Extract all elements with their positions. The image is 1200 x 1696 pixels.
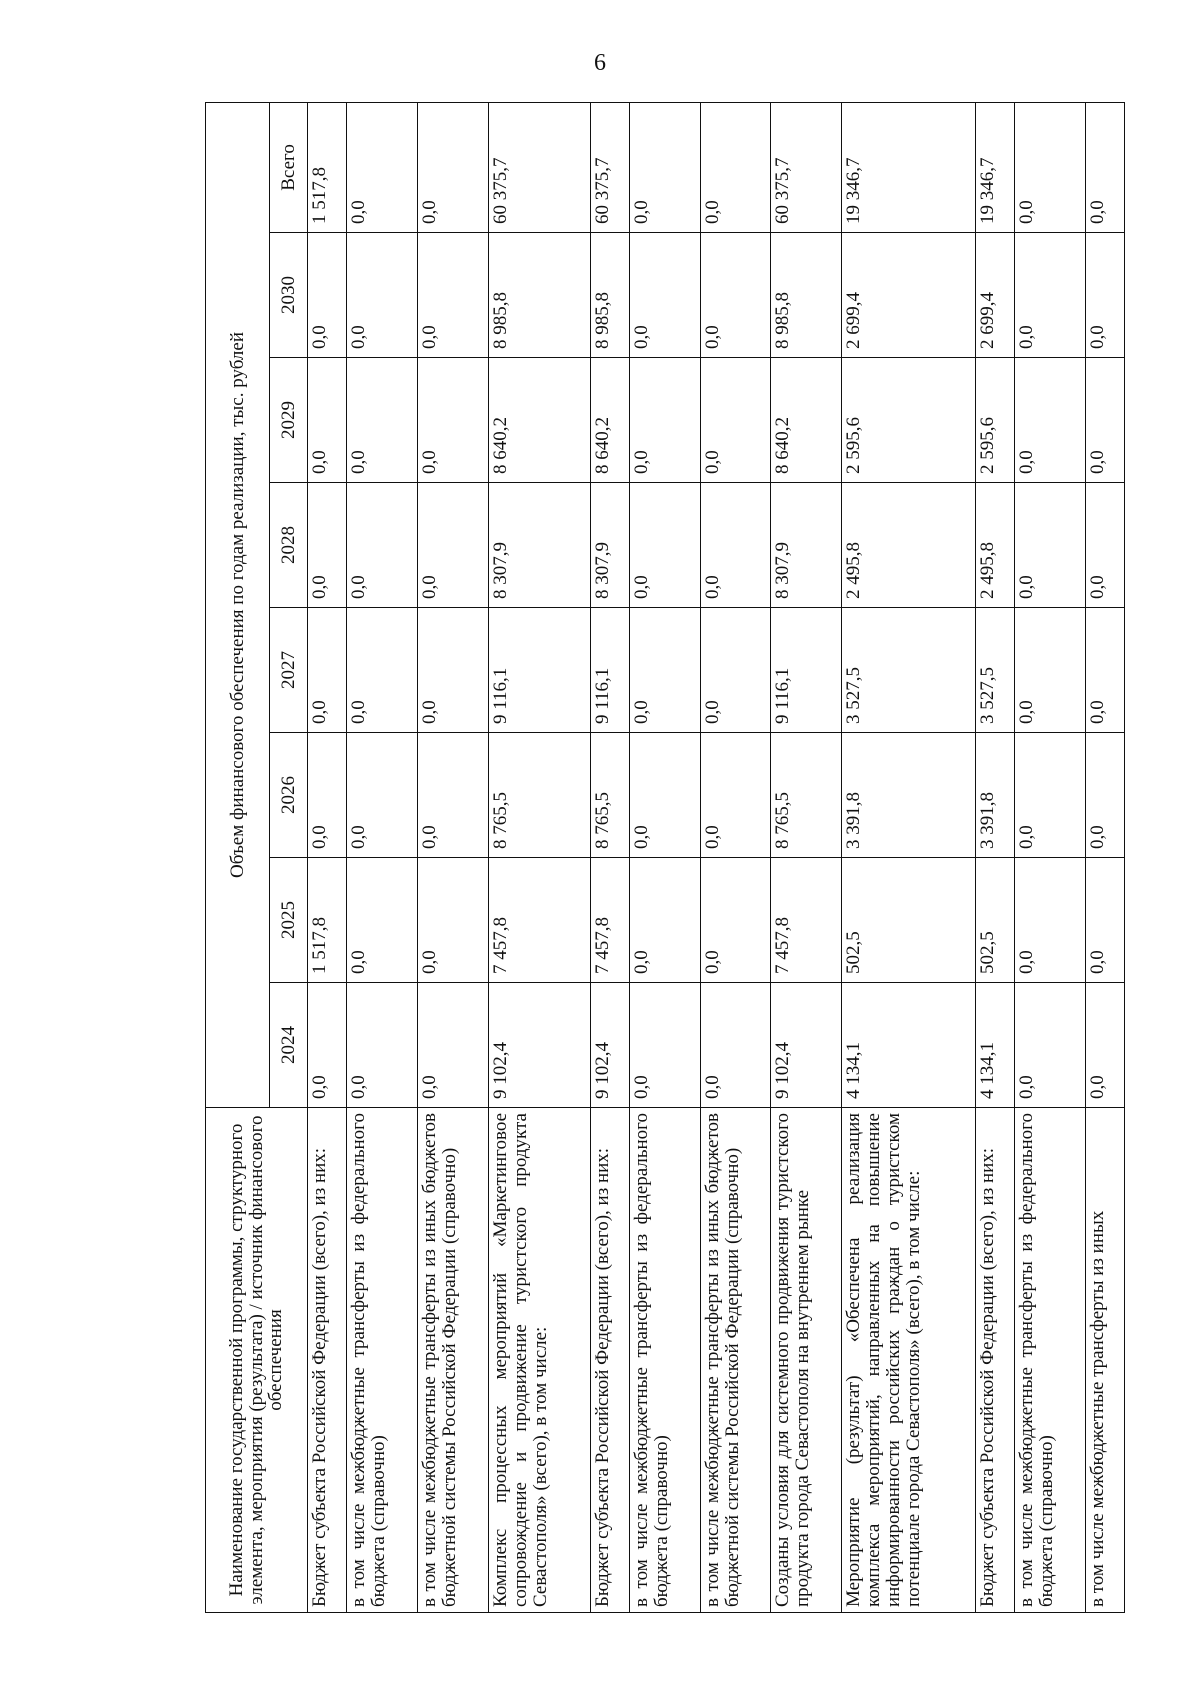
row-value: 4 134,1 bbox=[842, 983, 976, 1108]
row-value: 0,0 bbox=[630, 733, 701, 858]
table-row bbox=[630, 102, 701, 1612]
row-value: 0,0 bbox=[1014, 102, 1085, 232]
row-name: Мероприятие (результат) «Обеспечена реализация комплекса мероприятий, направленных на повышение информированности российских граждан о туристском потенциале города Севастополя» (всего), в том числе: bbox=[842, 1108, 976, 1613]
row-name: Бюджет субъекта Российской Федерации (всего), из них: bbox=[590, 1108, 629, 1613]
row-value: 502,5 bbox=[842, 858, 976, 983]
table-row bbox=[842, 102, 976, 1612]
row-value: 0,0 bbox=[1085, 358, 1124, 483]
rotated-table-container bbox=[205, 103, 1125, 1613]
row-value: 0,0 bbox=[700, 983, 771, 1108]
row-value: 0,0 bbox=[700, 233, 771, 358]
row-value: 0,0 bbox=[1014, 983, 1085, 1108]
row-value: 0,0 bbox=[700, 608, 771, 733]
row-value: 9 102,4 bbox=[590, 983, 629, 1108]
row-name: в том числе межбюджетные трансферты из иных бюджетов бюджетной системы Российской Федерации (справочно) bbox=[417, 1108, 488, 1613]
row-value: 0,0 bbox=[700, 733, 771, 858]
row-value: 8 307,9 bbox=[771, 483, 842, 608]
row-value: 8 985,8 bbox=[488, 233, 590, 358]
row-value: 0,0 bbox=[1085, 608, 1124, 733]
header-year-1: 2025 bbox=[270, 858, 308, 983]
row-value: 0,0 bbox=[1014, 358, 1085, 483]
row-value: 0,0 bbox=[347, 608, 418, 733]
header-year-2: 2026 bbox=[270, 733, 308, 858]
row-name: в том числе межбюджетные трансферты из иных бюджетов бюджетной системы Российской Федерации (справочно) bbox=[700, 1108, 771, 1613]
row-value: 0,0 bbox=[417, 483, 488, 608]
row-value: 8 765,5 bbox=[488, 733, 590, 858]
header-name-column: Наименование государственной программы, структурного элемента, мероприятия (результата) / источник финансового обеспечения bbox=[206, 1108, 308, 1613]
row-value: 0,0 bbox=[308, 483, 347, 608]
table-row bbox=[975, 102, 1014, 1612]
table-row bbox=[590, 102, 629, 1612]
table-row bbox=[417, 102, 488, 1612]
row-value: 502,5 bbox=[975, 858, 1014, 983]
row-value: 2 699,4 bbox=[842, 233, 976, 358]
row-value: 0,0 bbox=[417, 858, 488, 983]
page-number: 6 bbox=[594, 50, 606, 76]
row-value: 7 457,8 bbox=[488, 858, 590, 983]
row-value: 8 640,2 bbox=[590, 358, 629, 483]
row-value: 0,0 bbox=[417, 983, 488, 1108]
row-value: 2 595,6 bbox=[842, 358, 976, 483]
row-name: в том числе межбюджетные трансферты из федерального бюджета (справочно) bbox=[630, 1108, 701, 1613]
row-value: 0,0 bbox=[417, 358, 488, 483]
row-value: 3 527,5 bbox=[975, 608, 1014, 733]
header-year-6: 2030 bbox=[270, 233, 308, 358]
row-value: 0,0 bbox=[630, 483, 701, 608]
row-value: 7 457,8 bbox=[590, 858, 629, 983]
row-value: 0,0 bbox=[1014, 733, 1085, 858]
row-value: 2 495,8 bbox=[975, 483, 1014, 608]
table-row bbox=[308, 102, 347, 1612]
row-value: 9 116,1 bbox=[590, 608, 629, 733]
table-row bbox=[347, 102, 418, 1612]
row-value: 0,0 bbox=[347, 983, 418, 1108]
row-value: 60 375,7 bbox=[488, 102, 590, 232]
table-row bbox=[1014, 102, 1085, 1612]
row-value: 8 307,9 bbox=[488, 483, 590, 608]
header-year-7: Всего bbox=[270, 102, 308, 232]
row-value: 8 985,8 bbox=[771, 233, 842, 358]
row-value: 2 699,4 bbox=[975, 233, 1014, 358]
row-value: 3 527,5 bbox=[842, 608, 976, 733]
row-value: 0,0 bbox=[700, 483, 771, 608]
row-value: 0,0 bbox=[308, 983, 347, 1108]
row-value: 19 346,7 bbox=[842, 102, 976, 232]
row-value: 0,0 bbox=[1085, 483, 1124, 608]
header-volume-group: Объем финансового обеспечения по годам реализации, тыс. рублей bbox=[206, 102, 270, 1107]
table-body bbox=[308, 102, 1125, 1612]
row-value: 0,0 bbox=[700, 358, 771, 483]
table-row bbox=[1085, 102, 1124, 1612]
row-name: в том числе межбюджетные трансферты из федерального бюджета (справочно) bbox=[1014, 1108, 1085, 1613]
row-value: 9 116,1 bbox=[488, 608, 590, 733]
row-name: в том числе межбюджетные трансферты из федерального бюджета (справочно) bbox=[347, 1108, 418, 1613]
table-row bbox=[771, 102, 842, 1612]
row-value: 0,0 bbox=[630, 858, 701, 983]
row-value: 8 765,5 bbox=[590, 733, 629, 858]
row-value: 7 457,8 bbox=[771, 858, 842, 983]
row-value: 0,0 bbox=[347, 733, 418, 858]
row-value: 0,0 bbox=[417, 608, 488, 733]
row-value: 0,0 bbox=[630, 608, 701, 733]
row-value: 0,0 bbox=[347, 358, 418, 483]
row-value: 0,0 bbox=[630, 233, 701, 358]
row-value: 0,0 bbox=[347, 483, 418, 608]
row-value: 9 102,4 bbox=[488, 983, 590, 1108]
row-value: 0,0 bbox=[1085, 733, 1124, 858]
row-name: Бюджет субъекта Российской Федерации (всего), из них: bbox=[308, 1108, 347, 1613]
row-value: 4 134,1 bbox=[975, 983, 1014, 1108]
row-value: 0,0 bbox=[347, 233, 418, 358]
table-row bbox=[700, 102, 771, 1612]
row-value: 19 346,7 bbox=[975, 102, 1014, 232]
row-value: 9 116,1 bbox=[771, 608, 842, 733]
row-value: 8 307,9 bbox=[590, 483, 629, 608]
row-value: 0,0 bbox=[700, 102, 771, 232]
row-value: 0,0 bbox=[630, 102, 701, 232]
row-name: Созданы условия для системного продвижения туристского продукта города Севастополя на внутреннем рынке bbox=[771, 1108, 842, 1613]
row-value: 8 640,2 bbox=[771, 358, 842, 483]
row-value: 0,0 bbox=[417, 102, 488, 232]
row-value: 0,0 bbox=[1014, 483, 1085, 608]
row-name: в том числе межбюджетные трансферты из иных bbox=[1085, 1108, 1124, 1613]
row-value: 0,0 bbox=[308, 358, 347, 483]
row-value: 0,0 bbox=[417, 233, 488, 358]
row-value: 0,0 bbox=[630, 358, 701, 483]
row-value: 60 375,7 bbox=[590, 102, 629, 232]
row-value: 8 985,8 bbox=[590, 233, 629, 358]
row-value: 0,0 bbox=[1085, 233, 1124, 358]
row-value: 0,0 bbox=[308, 608, 347, 733]
row-value: 9 102,4 bbox=[771, 983, 842, 1108]
row-value: 0,0 bbox=[347, 858, 418, 983]
header-year-3: 2027 bbox=[270, 608, 308, 733]
row-value: 0,0 bbox=[1085, 983, 1124, 1108]
row-value: 0,0 bbox=[347, 102, 418, 232]
row-value: 0,0 bbox=[1014, 233, 1085, 358]
header-year-0: 2024 bbox=[270, 983, 308, 1108]
financing-table bbox=[205, 102, 1125, 1613]
row-value: 2 595,6 bbox=[975, 358, 1014, 483]
header-year-5: 2029 bbox=[270, 358, 308, 483]
row-value: 0,0 bbox=[1014, 858, 1085, 983]
row-value: 1 517,8 bbox=[308, 102, 347, 232]
row-value: 3 391,8 bbox=[842, 733, 976, 858]
row-value: 2 495,8 bbox=[842, 483, 976, 608]
row-name: Комплекс процессных мероприятий «Маркетинговое сопровождение и продвижение туристского продукта Севастополя» (всего), в том числе: bbox=[488, 1108, 590, 1613]
row-value: 8 765,5 bbox=[771, 733, 842, 858]
row-value: 0,0 bbox=[1085, 102, 1124, 232]
row-value: 0,0 bbox=[630, 983, 701, 1108]
row-value: 0,0 bbox=[1085, 858, 1124, 983]
row-value: 0,0 bbox=[308, 733, 347, 858]
table-header bbox=[206, 102, 308, 1612]
row-value: 0,0 bbox=[1014, 608, 1085, 733]
row-name: Бюджет субъекта Российской Федерации (всего), из них: bbox=[975, 1108, 1014, 1613]
row-value: 0,0 bbox=[700, 858, 771, 983]
header-year-4: 2028 bbox=[270, 483, 308, 608]
row-value: 60 375,7 bbox=[771, 102, 842, 232]
row-value: 8 640,2 bbox=[488, 358, 590, 483]
row-value: 1 517,8 bbox=[308, 858, 347, 983]
row-value: 0,0 bbox=[308, 233, 347, 358]
row-value: 3 391,8 bbox=[975, 733, 1014, 858]
table-row bbox=[488, 102, 590, 1612]
row-value: 0,0 bbox=[417, 733, 488, 858]
